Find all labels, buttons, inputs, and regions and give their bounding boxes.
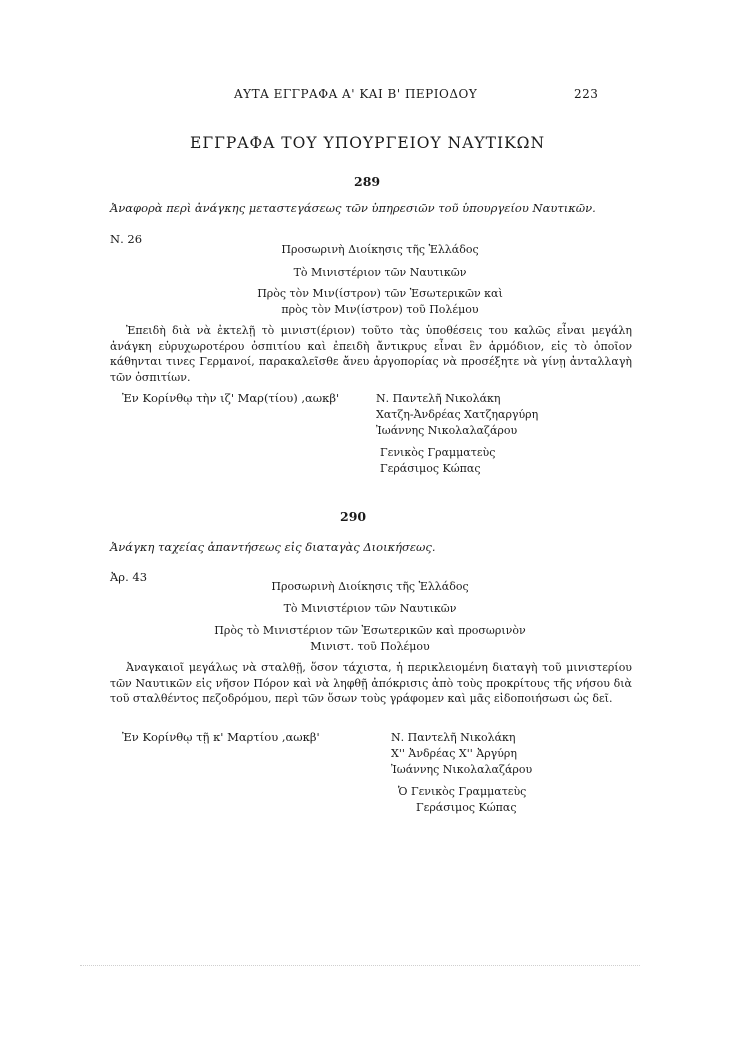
signatories [376, 391, 538, 439]
document-number: 290 [340, 509, 367, 524]
document-date: Ἐν Κορίνθῳ τὴν ιζ' Μαρ(τίου) ,αωκβ' [122, 391, 340, 405]
scan-artifact-divider [80, 965, 640, 967]
running-head-title: ΑΥΤΑ ΕΓΓΡΑΦΑ Α' ΚΑΙ Β' ΠΕΡΙΟΔΟΥ [234, 87, 478, 101]
secretary-block [380, 445, 495, 477]
signatory-name: Χατζη-Ἀνδρέας Χατζηαργύρη [376, 408, 539, 421]
secretary-title: Γενικὸς Γραμματεὺς [380, 446, 496, 459]
document-body [110, 660, 632, 707]
body-paragraph: Ἀναγκαιοῖ μεγάλως νὰ σταλθῇ, ὅσον τάχιστα, ἡ περικλειομένη διαταγὴ τοῦ μινιστερίου τῶν Ναυτικῶν εἰς νῆσον Πόρον καὶ νὰ ληφθῇ ἀπόκρισις ἀπὸ τοὺς προκρίτους τῆς νήσου διὰ τοῦ σταλθέντος πεζοδρόμου, περὶ τῶν ὅσων τοὺς γράφομεν καὶ μᾶς εἰδοποιήσωσι ὡς δεῖ. [110, 661, 632, 705]
ministry-line: Τὸ Μινιστέριον τῶν Ναυτικῶν [293, 266, 467, 279]
signatory-name: Ν. Παντελῆ Νικολάκη [376, 392, 501, 405]
signatory-name: Ἰωάννης Νικολαλαζάρου [391, 763, 533, 776]
document-body [110, 323, 632, 385]
document-date: Ἐν Κορίνθῳ τῇ κ' Μαρτίου ,αωκβ' [122, 730, 320, 744]
issuer-line: Προσωρινὴ Διοίκησις τῆς Ἑλλάδος [271, 580, 469, 593]
secretary-name: Γεράσιμος Κώπας [380, 462, 481, 475]
addressee-line: Πρὸς τὸ Μινιστέριον τῶν Ἐσωτερικῶν καὶ προσωρινὸν [214, 624, 526, 637]
secretary-name: Γεράσιμος Κώπας [416, 801, 517, 814]
body-paragraph: Ἐπειδὴ διὰ νὰ ἐκτελῇ τὸ μινιστ(έριον) τοῦτο τὰς ὑποθέσεις του καλῶς εἶναι μεγάλη ἀνάγκη εὐρυχωροτέρου ὀσπιτίου καὶ ἐπειδὴ ἄντικρυς εἶναι ἓν ἁρμόδιον, εἰς τὸ ὁποῖον κάθηνται τινες Γερμανοί, παρακαλεῖσθε ἄνευ ἀργοπορίας νὰ προσέξητε νὰ γίνῃ ἀνταλλαγὴ τῶν ὀσπιτίων. [110, 324, 632, 384]
signatories [391, 730, 532, 778]
document-reference: Ν. 26 [110, 232, 143, 246]
signatory-name: Χ'' Ἀνδρέας Χ'' Ἀργύρη [391, 747, 517, 760]
issuer-line: Προσωρινὴ Διοίκησις τῆς Ἑλλάδος [281, 243, 479, 256]
signatory-name: Ἰωάννης Νικολαλαζάρου [376, 424, 518, 437]
addressee-line: Πρὸς τὸν Μιν(ίστρον) τῶν Ἐσωτερικῶν καὶ [257, 287, 503, 300]
document-reference: Ἀρ. 43 [110, 570, 148, 584]
document-summary: Ἀνάγκη ταχείας ἀπαντήσεως εἰς διαταγὰς Διοικήσεως. [110, 540, 436, 554]
secretary-title: Ὁ Γενικὸς Γραμματεὺς [398, 785, 527, 798]
page-number: 223 [574, 87, 599, 101]
addressee-line: πρὸς τὸν Μιν(ίστρον) τοῦ Πολέμου [281, 303, 479, 316]
addressee-line: Μινιστ. τοῦ Πολέμου [310, 640, 430, 653]
section-title: ΕΓΓΡΑΦΑ ΤΟΥ ΥΠΟΥΡΓΕΙΟΥ ΝΑΥΤΙΚΩΝ [190, 134, 546, 152]
secretary-block [398, 784, 526, 816]
document-summary: Ἀναφορὰ περὶ ἀνάγκης μεταστεγάσεως τῶν ὑπηρεσιῶν τοῦ ὑπουργείου Ναυτικῶν. [110, 201, 596, 215]
ministry-line: Τὸ Μινιστέριον τῶν Ναυτικῶν [283, 602, 457, 615]
document-number: 289 [354, 174, 381, 189]
signatory-name: Ν. Παντελῆ Νικολάκη [391, 731, 516, 744]
